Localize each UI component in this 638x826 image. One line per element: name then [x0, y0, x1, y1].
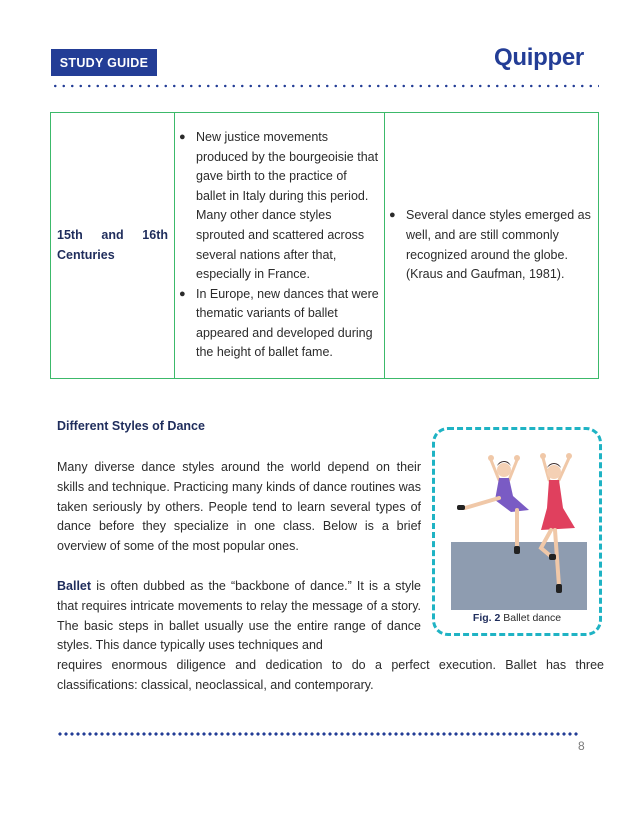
list-item: [175, 128, 384, 285]
section-heading: Different Styles of Dance: [57, 419, 205, 433]
developments-list: [175, 128, 384, 363]
figure-label: Fig. 2: [472, 612, 501, 624]
ballet-term: Ballet: [57, 579, 92, 593]
page-number: 8: [578, 739, 585, 753]
outcomes-list: [385, 206, 598, 284]
quipper-logo: Quipper: [494, 44, 584, 71]
developments-cell: [175, 113, 385, 379]
dance-history-table: [50, 112, 599, 379]
bullet-icon: ●: [389, 209, 396, 222]
figure-caption-text: Ballet dance: [500, 612, 562, 624]
outcomes-cell: [385, 113, 599, 379]
top-dotted-divider: [51, 84, 599, 88]
period-line-2: Centuries: [57, 247, 115, 262]
ballet-dancers-illustration: [451, 450, 587, 612]
dancer-left: [457, 455, 529, 554]
ballet-paragraph-text: is often dubbed as the “backbone of dance.” It is a style that requires intricate movements to relay the message of a story. The basic steps in ballet usually use the entire range of dance styles. This dance typically uses techniques and: [57, 579, 421, 653]
period-cell: [51, 113, 175, 379]
outcome-text: Several dance styles emerged as well, and are still commonly recognized around the globe. (Kraus and Gaufman, 1981).: [406, 208, 591, 282]
bullet-icon: ●: [179, 130, 186, 143]
bullet-icon: ●: [179, 287, 186, 300]
period-line-1: 15th and 16th: [57, 227, 168, 242]
development-text: In Europe, new dances that were thematic variants of ballet appeared and developed during the height of ballet fame.: [196, 286, 379, 360]
intro-paragraph: Many diverse dance styles around the world depend on their skills and technique. Practicing many kinds of dance routines was taken seriously by others. People tend to learn several types of dance before they specialize in one class. Below is a brief overview of some of the most popular ones.: [57, 460, 421, 554]
table-row: [51, 113, 599, 379]
figure-caption: [432, 612, 602, 624]
bottom-dotted-divider: [57, 732, 579, 736]
study-guide-badge: STUDY GUIDE: [51, 49, 157, 76]
list-item: [385, 206, 598, 284]
development-text: New justice movements produced by the bourgeoisie that gave birth to the practice of ballet in Italy during this period. Many other dance styles sprouted and scattered across several nations after that, especially in France.: [196, 129, 379, 282]
ballet-paragraph: [57, 577, 421, 656]
ballet-paragraph-continued: requires enormous diligence and dedication to do a perfect execution. Ballet has three classifications: classical, neoclassical, and contemporary.: [57, 658, 604, 692]
list-item: [175, 285, 384, 363]
